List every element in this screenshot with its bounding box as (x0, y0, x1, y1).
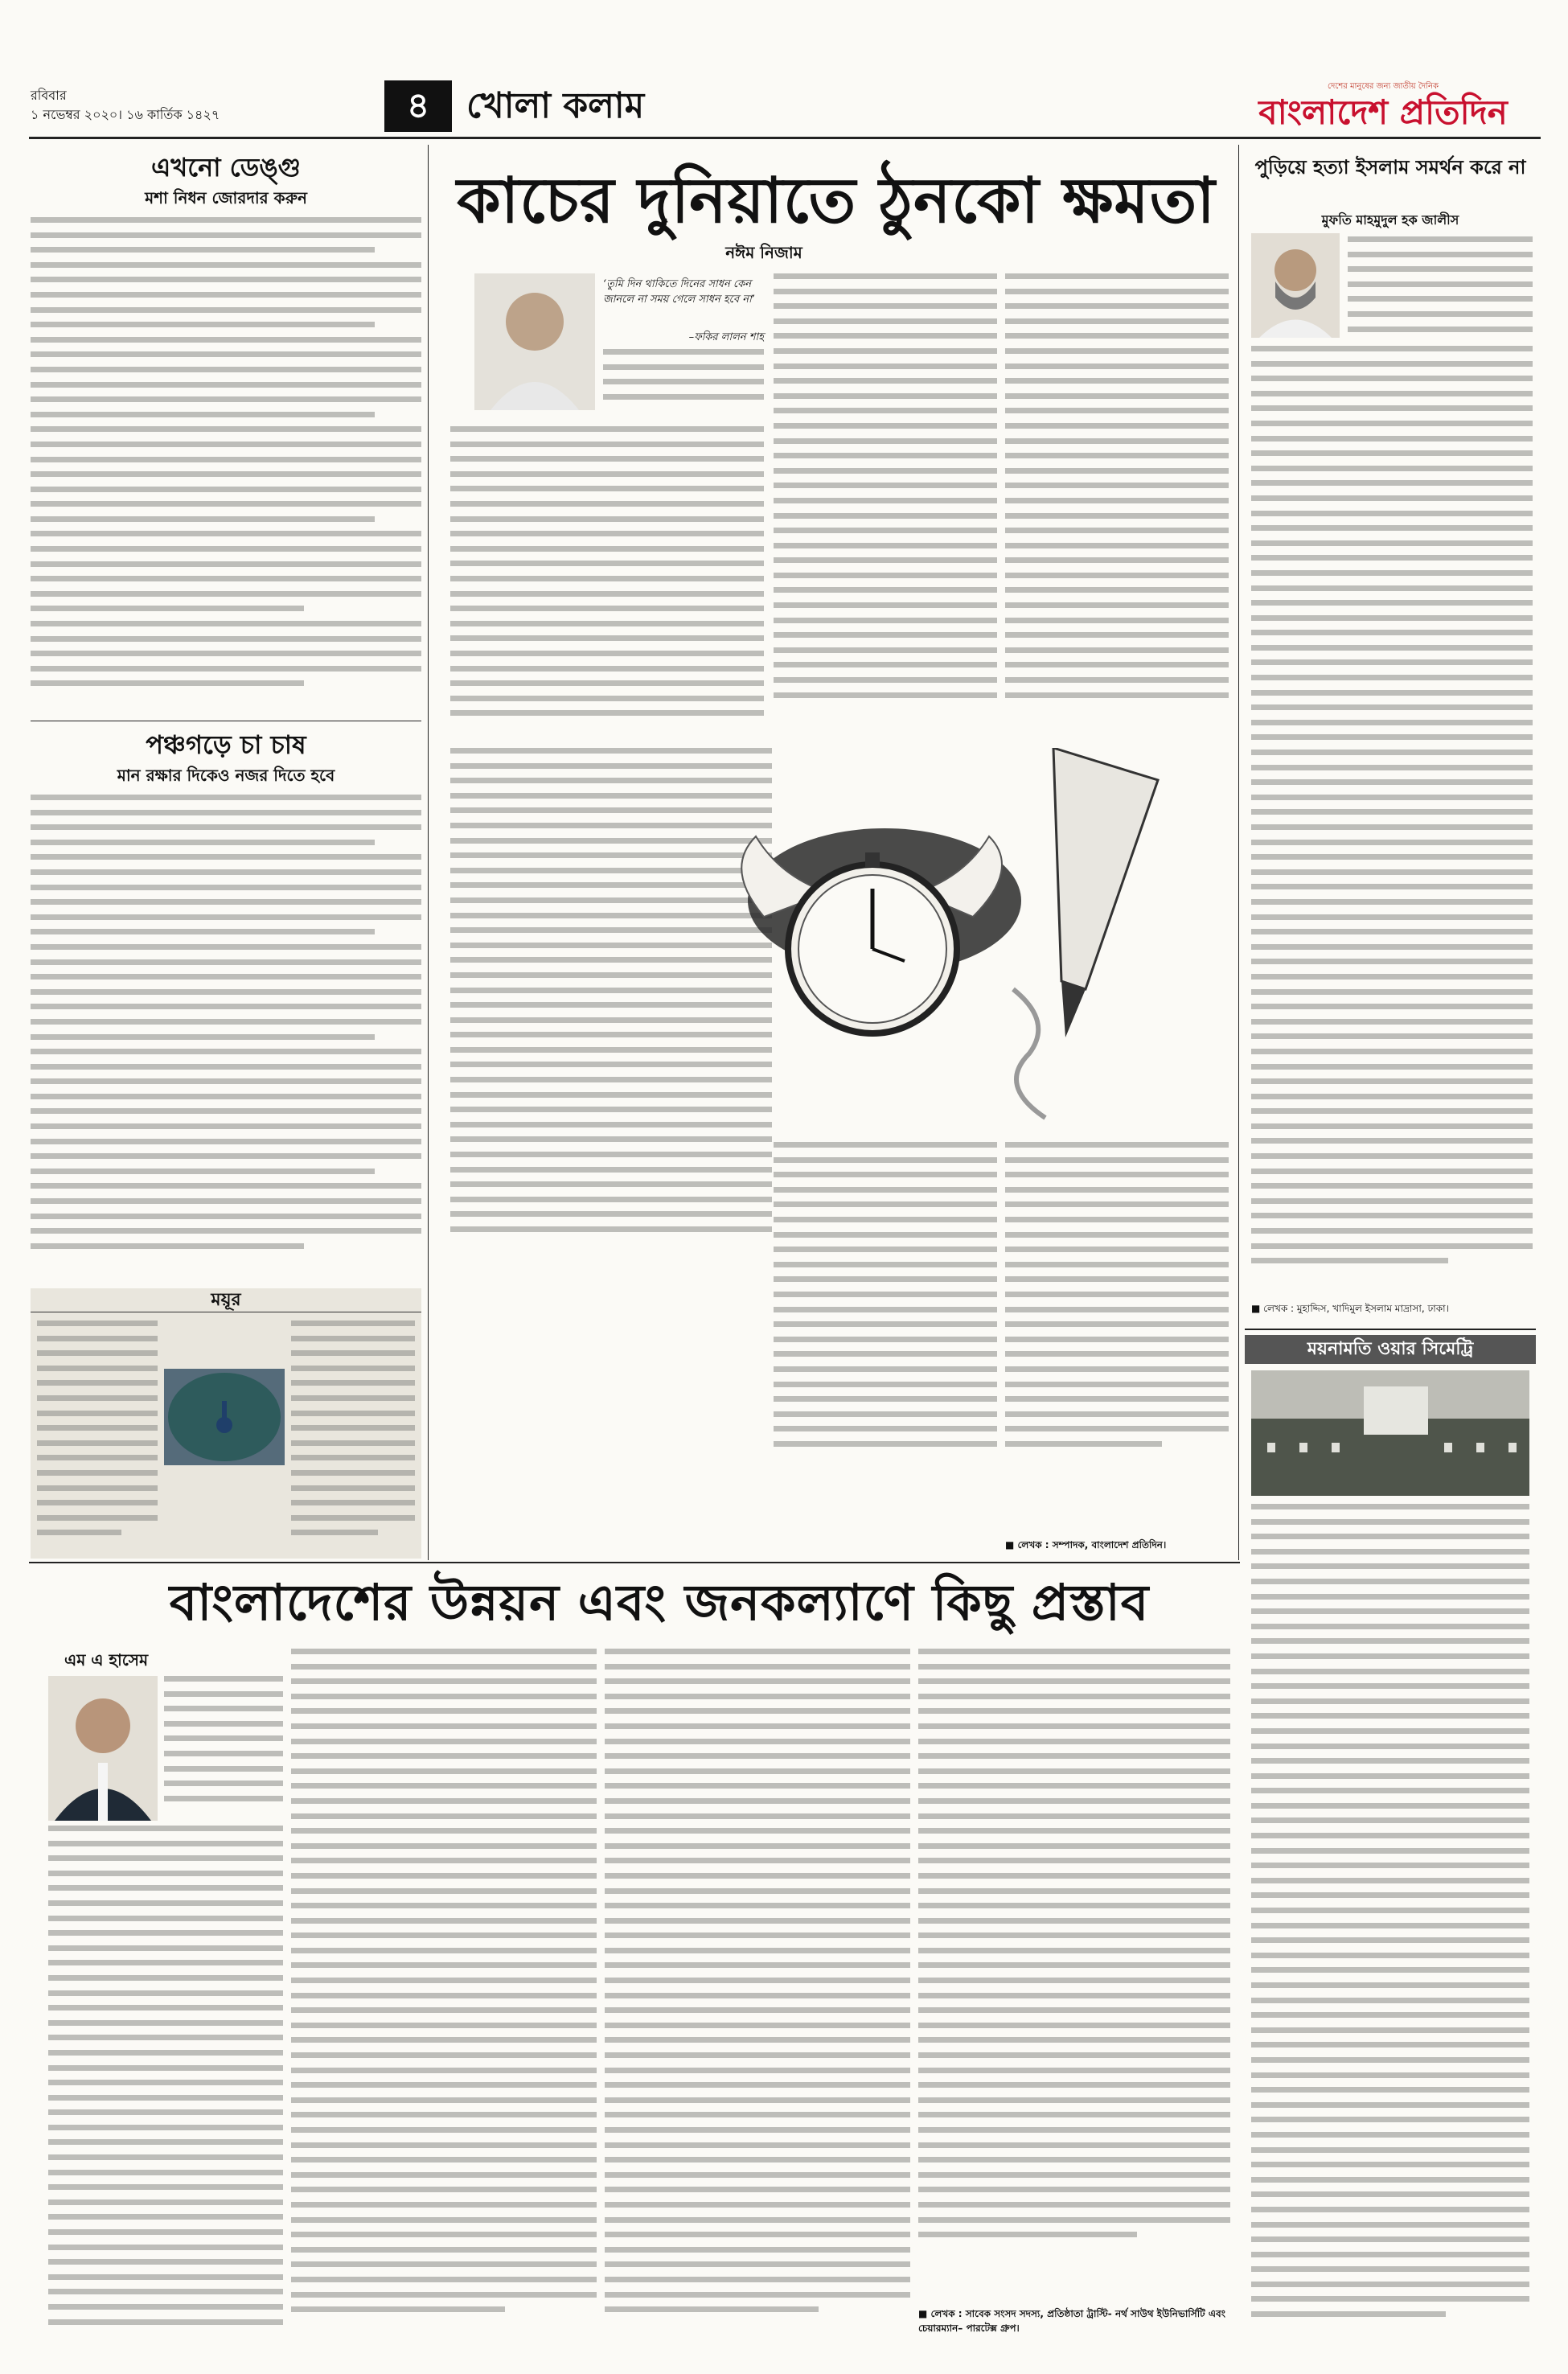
header-date: ১ নভেম্বর ২০২০। ১৬ কার্তিক ১৪২৭ (31, 107, 220, 122)
main-author-credit: ■ লেখক : সম্পাদক, বাংলাদেশ প্রতিদিন। (1005, 1539, 1167, 1550)
main-quote: ‘তুমি দিন থাকিতে দিনের সাধন কেন জানলে না সময় গেলে সাধন হবে না’ (603, 278, 755, 306)
right-body (1251, 346, 1533, 1295)
peacock-box (31, 1288, 421, 1559)
main-author: নঈম নিজাম (725, 243, 802, 262)
cemetery-body (1251, 1504, 1529, 2356)
dengue-subtitle: মশা নিধন জোরদার করুন (145, 188, 307, 207)
section-title: খোলা কলাম (466, 85, 645, 126)
tea-subtitle: মান রক্ষার দিকেও নজর দিতে হবে (117, 766, 335, 785)
main-quote-attribution: –ফকির লালন শাহ (688, 331, 764, 343)
brand-tagline: দেশের মানুষের জন্য জাতীয় দৈনিক (1328, 82, 1439, 91)
development-headline: বাংলাদেশের উন্নয়ন এবং জনকল্যাণে কিছু প্রস্তাব (169, 1573, 1150, 1632)
development-body-col2 (291, 1649, 597, 2348)
header-day: রবিবার (31, 88, 67, 103)
main-body-col3b (1005, 1142, 1229, 1480)
development-credit: ■ লেখক : সাবেক সংসদ সদস্য, প্রতিষ্ঠাতা ট্রাস্টি- নর্থ সাউথ ইউনিভার্সিটি এবং চেয়ারম্যান– পারটেক্স গ্রুপ। (918, 2308, 1225, 2334)
right-credit: ■ লেখক : মুহাদ্দিস, খাদিমুল ইসলাম মাদ্রাসা, ঢাকা। (1251, 1303, 1449, 1314)
development-author: এম এ হাসেম (64, 1650, 149, 1670)
brand-logo: বাংলাদেশ প্রতিদিন (1258, 92, 1508, 132)
main-headline: কাচের দুনিয়াতে ঠুনকো ক্ষমতা (457, 165, 1216, 237)
clock-illustration (708, 748, 1222, 1134)
dengue-title: এখনো ডেঙ্গু (150, 152, 302, 183)
right-author: মুফতি মাহমুদুল হক জালীস (1321, 212, 1459, 228)
right-author-photo (1251, 233, 1340, 338)
main-body-col3 (1005, 273, 1229, 748)
main-body-col1 (450, 426, 764, 748)
development-body-col4 (918, 1649, 1230, 2292)
peacock-title: ময়ূর (31, 1288, 421, 1312)
development-body-col3 (605, 1649, 910, 2348)
right-title: পুড়িয়ে হত্যা ইসলাম সমর্থন করে না (1254, 156, 1526, 179)
development-body-col1 (48, 1826, 283, 2348)
author-photo (474, 273, 595, 410)
main-body-col2b (774, 1142, 997, 1480)
cemetery-image (1251, 1370, 1529, 1496)
development-author-photo (48, 1676, 158, 1821)
page-number: ৪ (384, 80, 452, 132)
main-body-col2 (774, 273, 997, 748)
dengue-body (31, 217, 421, 716)
cemetery-title: ময়নামতি ওয়ার সিমেট্রি (1245, 1335, 1536, 1364)
tea-title: পঞ্চগড়ে চা চাষ (146, 729, 306, 760)
tea-body (31, 795, 421, 1285)
peacock-image (164, 1369, 285, 1465)
